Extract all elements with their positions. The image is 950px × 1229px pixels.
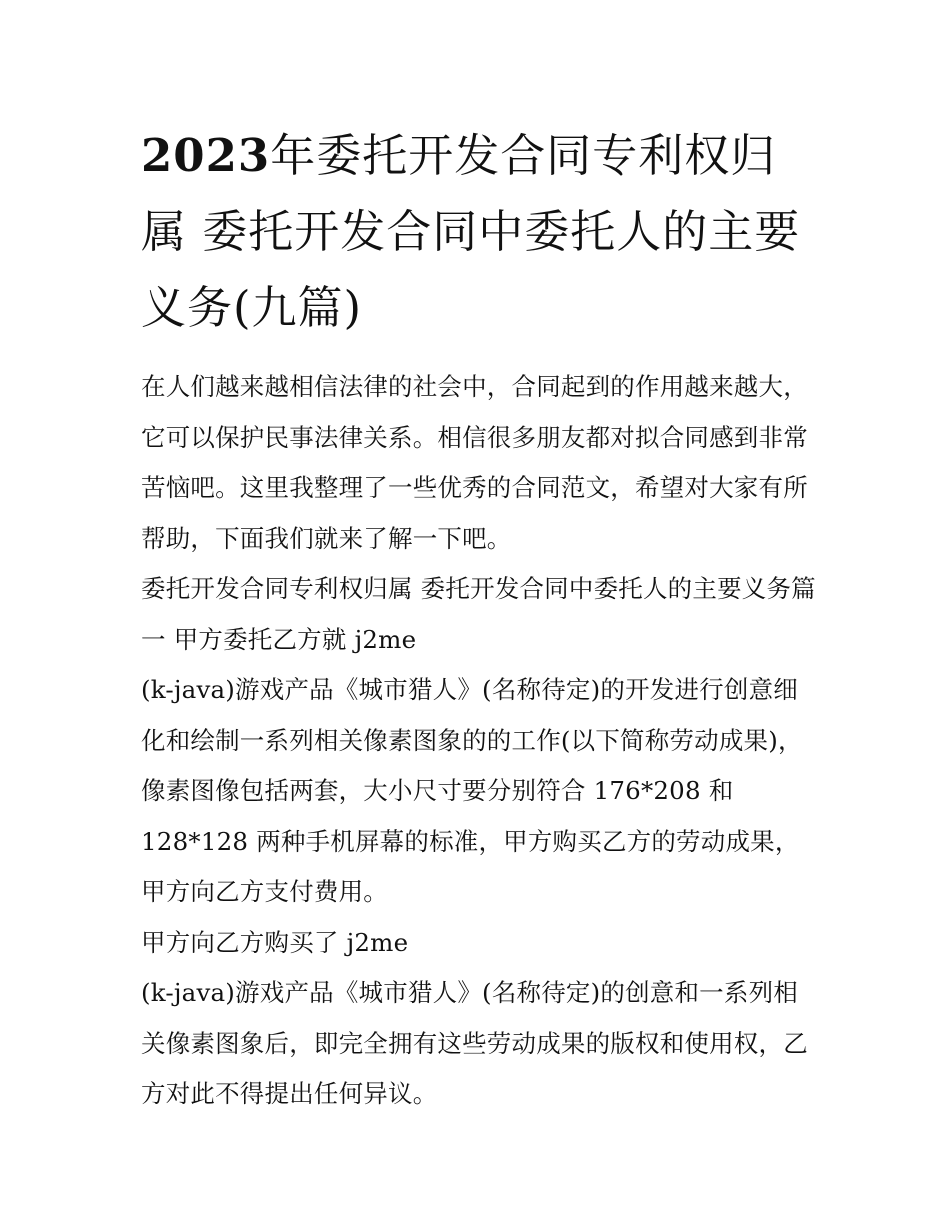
ownership-paragraph: (k-java)游戏产品《城市猎人》(名称待定)的创意和一系列相关像素图象后，即完全拥有这些劳动成果的版权和使用权，乙方对此不得提出任何异议。	[141, 978, 808, 1108]
title-text: 年委托开发合同专利权归属 委托开发合同中委托人的主要义务(九篇)	[141, 129, 801, 334]
commission-paragraph: (k-java)游戏产品《城市猎人》(名称待定)的开发进行创意细化和绘制一系列相关像素图象的的工作(以下简称劳动成果)，像素图像包括两套，大小尺寸要分别符合 176*208 和 128*128 两种手机屏幕的标准，甲方购买乙方的劳动成果，甲方向乙方支付费用。	[141, 675, 803, 906]
purchase-paragraph: 甲方向乙方购买了 j2me	[141, 927, 409, 957]
section-heading-paragraph: 委托开发合同专利权归属 委托开发合同中委托人的主要义务篇一 甲方委托乙方就 j2me	[141, 574, 816, 654]
document-title	[141, 118, 821, 346]
document-page	[141, 118, 821, 1120]
intro-paragraph: 在人们越来越相信法律的社会中，合同起到的作用越来越大，它可以保护民事法律关系。相信很多朋友都对拟合同感到非常苦恼吧。这里我整理了一些优秀的合同范文，希望对大家有所帮助，下面我们就来了解一下吧。	[141, 372, 808, 553]
title-year: 2023	[141, 129, 271, 182]
document-body	[141, 362, 821, 1120]
